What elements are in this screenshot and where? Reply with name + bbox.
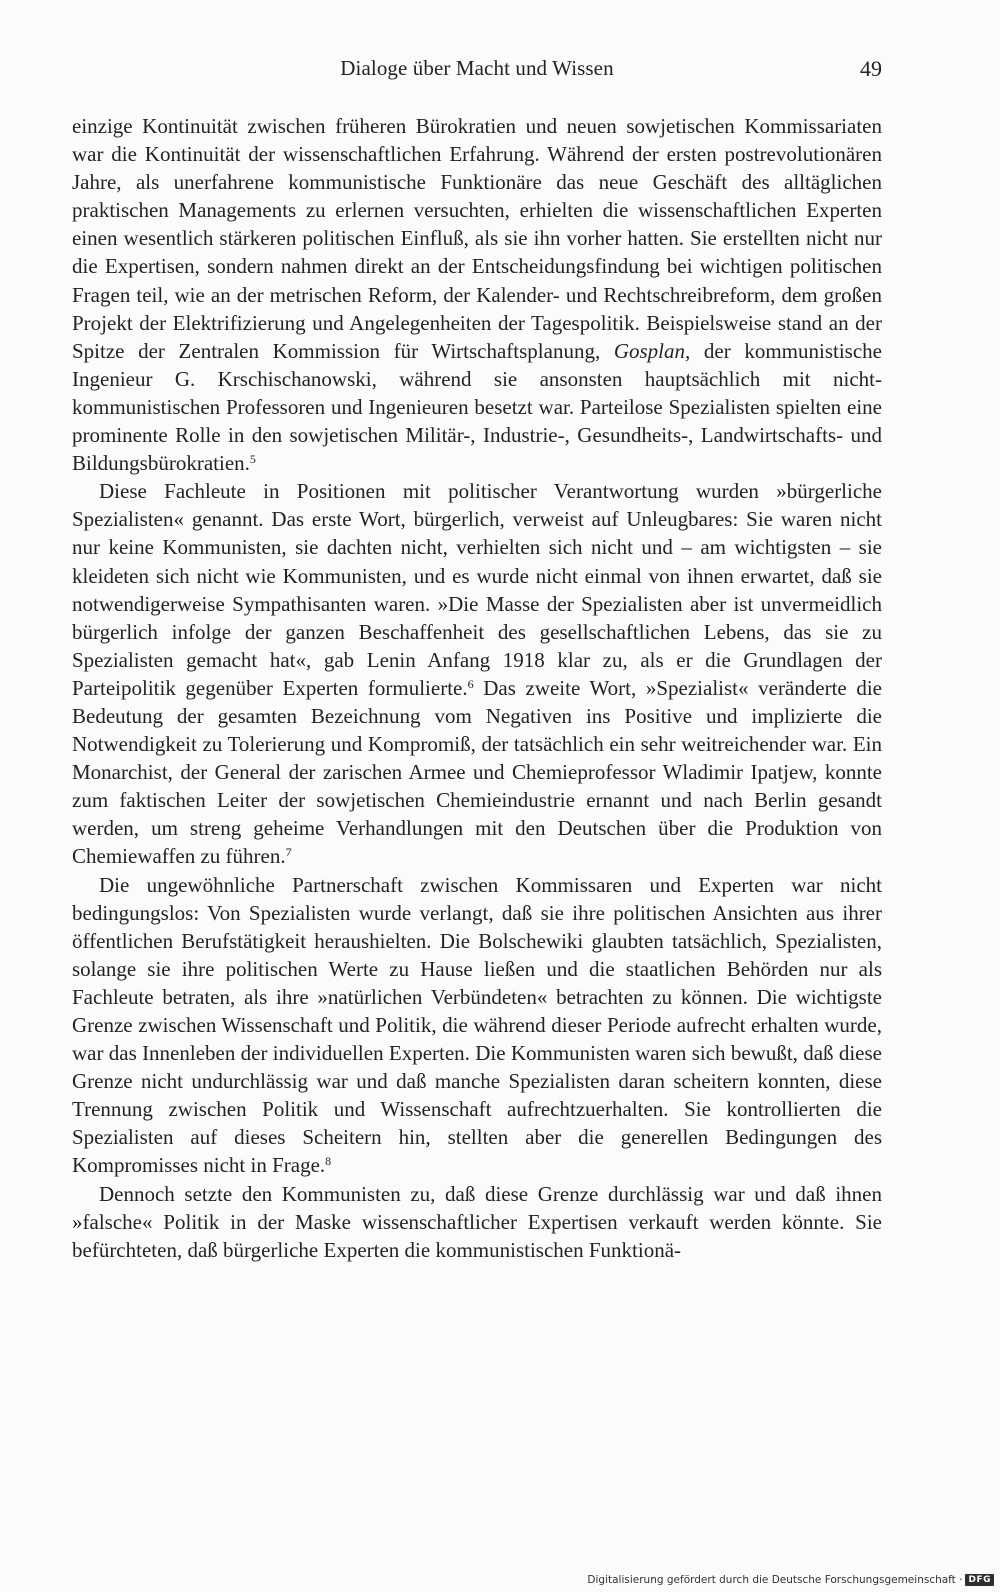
paragraph-3-text: Die ungewöhnliche Partnerschaft zwischen Kommissaren und Experten war nicht bedingungslos: Von Spezialisten wurde verlangt, daß sie ihre politischen Ansichten aus ihrer öffentlichen Berufstätigkeit heraushielten. Die Bolschewiki glaubten tatsächlich, Spezialisten, solange sie ihre politischen Werte zu Hause ließen und die staatlichen Behörden nur als Fachleute betraten, als ihre »natürlichen Verbündeten« betrachten zu können. Die wichtigste Grenze zwischen Wissenschaft und Politik, die während dieser Periode aufrecht erhalten wurde, war das Innenleben der individuellen Experten. Die Kommunisten waren sich bewußt, daß diese Grenze nicht undurchlässig war und daß manche Spezialisten daran scheitern konnten, diese Trennung zwischen Politik und Wissenschaft aufrechtzuerhalten. Sie kontrollierten die Spezialisten auf dieses Scheitern hin, stellten aber die generellen Bedingungen des Kompromisses nicht in Frage. [72,872,882,1178]
page-number: 49 [860,56,882,81]
paragraph-2 [72,477,882,870]
footnote-marker-5: 5 [249,452,256,467]
paragraph-3 [72,871,882,1180]
paragraph-1-text-b: der kommunistische Ingenieur G. Krschischanowski, während sie ansonsten hauptsächlich mit nicht-kommunistischen Professoren und Ingenieuren besetzt war. Parteilose Spezialisten spielten eine prominente Rolle in den sowjetischen Militär-, Industrie-, Gesundheits-, Landwirtschafts- und Bildungsbürokratien. [72,338,882,476]
dfg-logo-icon: DFG [965,1574,994,1586]
footnote-marker-7: 7 [285,845,292,860]
body-text [72,112,882,1264]
paragraph-1-text-a: einzige Kontinuität zwischen früheren Bürokratien und neuen sowjetischen Kommissariaten war die Kontinuität der wissenschaftlichen Erfahrung. Während der ersten postrevolutionären Jahre, als unerfahrene kommunistische Funktionäre das neue Geschäft des alltäglichen praktischen Managements zu erlernen versuchten, erhielten die wissenschaftlichen Experten einen wesentlich stärkeren politischen Einfluß, als sie ihn vorher hatten. Sie erstellten nicht nur die Expertisen, sondern nahmen direkt an der Entscheidungsfindung bei wichtigen politischen Fragen teil, wie an der metrischen Reform, der Kalender- und Rechtschreibreform, dem großen Projekt der Elektrifizierung und Angelegenheiten der Tagespolitik. Beispielsweise stand an der Spitze der Zentralen Kommission für Wirtschaftsplanung, [72,114,882,363]
paragraph-1 [72,112,882,477]
running-head [72,56,882,86]
digitization-credit-text: Digitalisierung gefördert durch die Deutsche Forschungsgemeinschaft · [587,1574,963,1586]
paragraph-4 [72,1180,882,1264]
digitization-credit [587,1574,994,1586]
footnote-marker-6: 6 [467,676,474,691]
paragraph-2-text-a: Diese Fachleute in Positionen mit politischer Verantwortung wurden »bürgerliche Spezialisten« genannt. Das erste Wort, bürgerlich, verweist auf Unleugbares: Sie waren nicht nur keine Kommunisten, sie dachten nicht, verhielten sich nicht und – am wichtigsten – sie kleideten sich nicht wie Kommunisten, und es wurde nicht einmal von ihnen erwartet, daß sie notwendigerweise Sympathisanten waren. »Die Masse der Spezialisten aber ist unvermeidlich bürgerlich infolge der ganzen Beschaffenheit des gesellschaftlichen Lebens, das sie zu Spezialisten gemacht hat«, gab Lenin Anfang 1918 klar zu, als er die Grundlagen der Parteipolitik gegenüber Experten formulierte. [72,479,882,700]
running-title: Dialoge über Macht und Wissen [340,56,614,80]
paragraph-1-italic: Gosplan, [613,338,691,363]
paragraph-2-text-b: Das zweite Wort, »Spezialist« veränderte die Bedeutung der gesamten Bezeichnung vom Negativen ins Positive und implizierte die Notwendigkeit zu Tolerierung und Kompromiß, der tatsächlich ein sehr weitreichender war. Ein Monarchist, der General der zarischen Armee und Chemieprofessor Wladimir Ipatjew, konnte zum faktischen Leiter der sowjetischen Chemieindustrie ernannt und nach Berlin gesandt werden, um streng geheime Verhandlungen mit den Deutschen über die Produktion von Chemiewaffen zu führen. [72,675,882,869]
paragraph-4-text: Dennoch setzte den Kommunisten zu, daß diese Grenze durchlässig war und daß ihnen »falsche« Politik in der Maske wissenschaftlicher Expertisen verkauft werden könnte. Sie befürchteten, daß bürgerliche Experten die kommunistischen Funktionä- [72,1181,882,1262]
footnote-marker-8: 8 [325,1154,332,1169]
